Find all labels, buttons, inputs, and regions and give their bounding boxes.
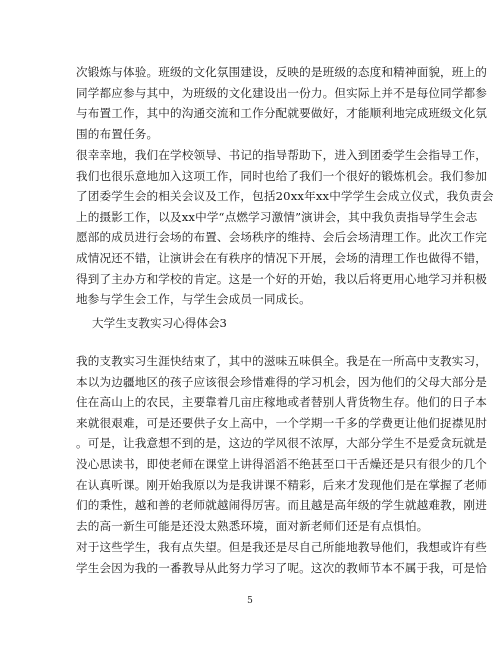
paragraph-1 — [76, 62, 488, 144]
text-line: 住在高山上的农民，主要靠着几亩庄稼地或者替别人背货物生存。他们的日子本 — [76, 395, 488, 410]
text-line: 本以为边疆地区的孩子应该很会珍惜难得的学习机会，因为他们的父母大部分是 — [76, 374, 488, 389]
text-line: 没心思读书，即使老师在课堂上讲得滔滔不绝甚至口干舌燥还是只有很少的几个 — [76, 456, 488, 471]
text-line: 学生会因为我的一番教导从此努力学习了呢。这次的教师节本不属于我，可是恰 — [76, 560, 488, 575]
text-line: 们的秉性，越和善的老师就越闹得厉害。而且越是高年级的学生就越难教，刚进 — [76, 498, 488, 513]
text-line: 围的布置任务。 — [76, 126, 159, 141]
text-line: 同学都应参与其中，为班级的文化建设出一份力。但实际上并不是每位同学都参 — [76, 85, 488, 100]
text-line: 我们也很乐意地加入这项工作，同时也给了我们一个很好的锻炼机会。我们参加 — [76, 168, 488, 183]
text-line: 愿部的成员进行会场的布置、会场秩序的维持、会后会场清理工作。此次工作完 — [76, 230, 488, 245]
text-line: 去的高一新生可能是还没太熟悉环境，面对新老师们还是有点惧怕。 — [76, 518, 429, 533]
text-line: 次锻炼与体验。班级的文化氛围建设，反映的是班级的态度和精神面貌，班上的 — [76, 65, 488, 79]
text-line: 成情况还不错，让演讲会在有秩序的情况下开展，会场的清理工作也做得不错， — [76, 250, 488, 265]
text-line: 上的摄影工作，以及xx中学“点燃学习激情”演讲会，其中我负责指导学生会志 — [76, 209, 478, 224]
page-number: 5 — [247, 596, 253, 606]
paragraph-4 — [76, 537, 488, 578]
text-line: 我的支教实习生涯快结束了，其中的滋味五味俱全。我是在一所高中支教实习， — [76, 354, 488, 368]
text-line: 在认真听课。刚开始我原以为是我讲课不精彩，后来才发现他们是在掌握了老师 — [76, 477, 488, 492]
paragraph-3 — [76, 351, 488, 536]
text-line: 地参与学生会工作，与学生会成员一同成长。 — [76, 292, 311, 307]
section-heading: 大学生支教实习心得体会3 — [92, 316, 227, 330]
text-line: 了团委学生会的相关会议及工作，包括20xx年xx中学学生会成立仪式，我负责会 — [76, 189, 494, 204]
text-line: 对于这些学生，我有点失望。但是我还是尽自己所能地教导他们，我想或许有些 — [76, 540, 488, 554]
paragraph-2 — [76, 145, 494, 310]
text-line: 与布置工作，其中的沟通交流和工作分配就要做好，才能顺利地完成班级文化氛 — [76, 106, 488, 121]
text-line: 来就很艰难，可是还要供子女上高中，一个学期一千多的学费更让他们捉襟见肘 — [76, 415, 488, 430]
text-line: 得到了主办方和学校的肯定。这是一个好的开始，我以后将更用心地学习并积极 — [76, 271, 488, 286]
text-line: 。可是，让我意想不到的是，这边的学风很不浓厚，大部分学生不是爱贪玩就是 — [76, 436, 488, 451]
text-line: 很幸幸地，我们在学校领导、书记的指导帮助下，进入到团委学生会指导工作， — [76, 148, 488, 162]
